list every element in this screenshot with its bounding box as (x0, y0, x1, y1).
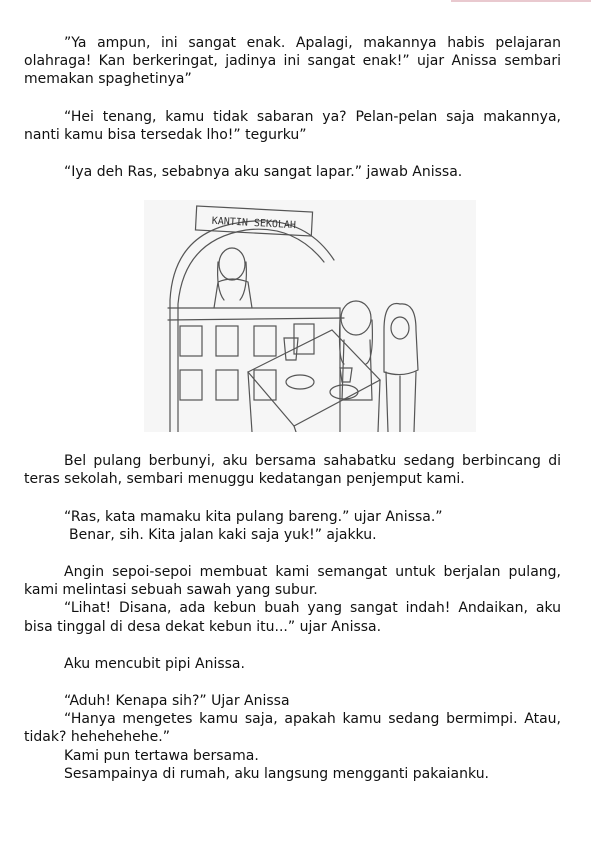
paragraph-1: ”Ya ampun, ini sangat enak. Apalagi, makannya habis pelajaran olahraga! Kan berkeringat, jadinya ini sangat enak!” ujar Anissa sembari memakan spaghetinya” (24, 35, 561, 88)
paragraph-5: “Ras, kata mamaku kita pulang bareng.” ujar Anissa.” (64, 508, 443, 525)
paragraph-8: “Lihat! Disana, ada kebun buah yang sangat indah! Andaikan, aku bisa tinggal di desa dekat kebun itu...” ujar Anissa. (24, 600, 561, 635)
paragraph-7: Angin sepoi-sepoi membuat kami semangat untuk berjalan pulang, kami melintasi sebuah sawah yang subur. (24, 564, 561, 599)
paragraph-11: “Hanya mengetes kamu saja, apakah kamu sedang bermimpi. Atau, tidak? hehehehehe.” (24, 711, 561, 746)
canteen-sketch-illustration (144, 200, 476, 432)
top-accent-rule (451, 0, 591, 2)
paragraph-12: Kami pun tertawa bersama. (64, 747, 259, 764)
story-page (24, 34, 561, 783)
canteen-sign-text: KANTIN SEKOLAH (211, 216, 297, 232)
paragraph-9: Aku mencubit pipi Anissa. (64, 655, 245, 672)
paragraph-10: “Aduh! Kenapa sih?” Ujar Anissa (64, 693, 290, 710)
paragraph-2: “Hei tenang, kamu tidak sabaran ya? Pelan-pelan saja makannya, nanti kamu bisa tersedak lho!” tegurku” (24, 108, 561, 143)
paragraph-4: Bel pulang berbunyi, aku bersama sahabatku sedang berbincang di teras sekolah, sembari menuggu kedatangan penjemput kami. (24, 453, 561, 488)
paragraph-3: “Iya deh Ras, sebabnya aku sangat lapar.” jawab Anissa. (64, 164, 463, 181)
paragraph-6: Benar, sih. Kita jalan kaki saja yuk!” ajakku. (69, 526, 377, 543)
paragraph-13: Sesampainya di rumah, aku langsung mengganti pakaianku. (64, 765, 490, 782)
